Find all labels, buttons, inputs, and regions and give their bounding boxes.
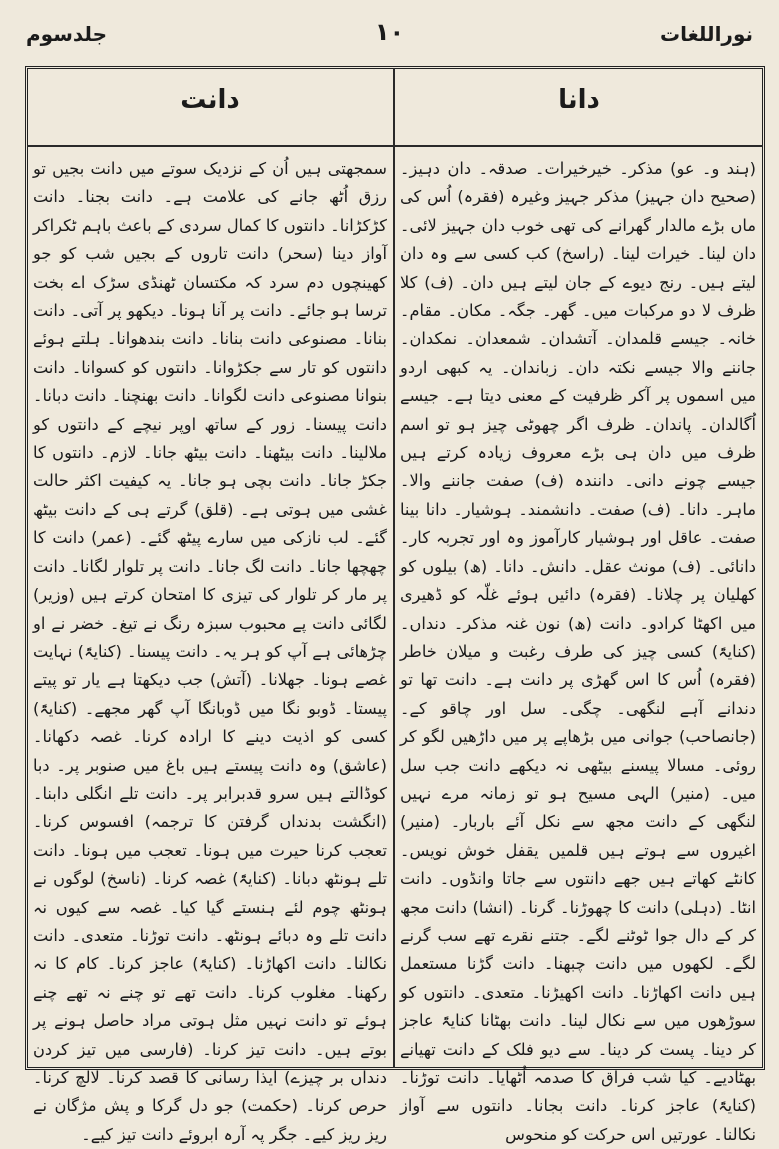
right-column-heading: دانا (558, 85, 600, 115)
left-column-heading: دانت (180, 85, 240, 115)
left-column-body: سمجھتی ہیں اُن کے نزدیک سوتے میں دانت بجیں تو رزق اُٹھ جانے کی علامت ہے۔ دانت بجنا۔ دانت کڑکڑانا۔ دانتوں کا کمال سردی کے باعث باہم ٹکراکر آواز دینا (سحر) دانت تاروں کے بجیں شب کو جو کھینچوں دم سرد کہ مکتسان ٹھنڈی سڑک اے بخت ترسا ہو جائے۔ دانت پر آنا ہونا۔ دیکھو پر آتی۔ دانت بنانا۔ مصنوعی دانت بنانا۔ دانت بندھوانا۔ ہلتے ہوئے دانتوں کو تار سے جکڑوانا۔ دانتوں کو کسوانا۔ دانت بنوانا مصنوعی دانت لگوانا۔ دانت بھنچنا۔ دانت دبانا۔ دانت پیسنا۔ زور کے ساتھ اوپر نیچے کے دانتوں کو ملالینا۔ دانت بیٹھنا۔ دانت بیٹھ جانا۔ لازم۔ دانتوں کا جکڑ جانا۔ دانت بچی ہو جانا۔ یہ کیفیت اکثر حالت غشی میں ہوتی ہے۔ (قلق) گرتے ہی کے دانت بیٹھ گئے۔ لب نازکی میں سارے پیٹھ گئے۔ (عمر) دانت کا چھچھا جانا۔ دانت لگ جانا۔ دانت پر تلوار لگانا۔ دانت پر مار کر تلوار کی تیزی کا امتحان کرتے ہیں (وزیر) لگائی دانت پے محبوب سبزہ رنگ نے تیغ۔ خضر نے او چڑھائی ہے آپ کو ہر یہ۔ دانت پیسنا۔ (کنایۃً) نہایت غصے ہونا۔ جھلانا۔ (آتش) جب دیکھتا ہے یار تو پیتے پیستا۔ ڈوبو نگا میں ڈوبانگا آپ گھر مجھے۔ (کنایۃً) کسی کو اذیت دینے کا ارادہ کرنا۔ غصہ دکھانا۔ (عاشق) وہ دانت پیستے ہیں باغ میں صنوبر پر۔ دبا کوڈالتے ہیں سرو قدبرابر پر۔ دانت تلے انگلی دابنا۔ (انگشت بدنداں گرفتن کا ترجمہ) افسوس کرنا۔ تعجب کرنا حیرت میں ہونا۔ تعجب میں ہونا۔ دانت تلے ہونٹھ دبانا۔ (کنایۃً) غصہ کرنا۔ (ناسخ) لوگوں نے ہونٹھ چوم لئے ہنستے گیا کیا۔ غصہ سے کیوں نہ دانت تلے وہ دبائے ہونٹھ۔ دانت توڑنا۔ متعدی۔ دانت نکالنا۔ دانت اکھاڑنا۔ (کنایۃً) عاجز کرنا۔ کام کا نہ رکھنا۔ مغلوب کرنا۔ دانت تھے تو چنے نہ تھے چنے ہوئے تو دانت نہیں مثل ہوتی مراد حاصل ہونے پر بوتے ہیں۔ دانت تیز کرنا۔ (فارسی میں تیز کردن دنداں بر چیزے) ایذا رسانی کا قصد کرنا۔ لالچ کرنا۔ حرص کرنا۔ (حکمت) جو دل گرکا و پش مژگان نے ریز ریز کیے۔ جگر پہ آرہ ابروئے دانت تیز کیے۔ (33, 159, 387, 1144)
column-divider (393, 68, 395, 1068)
right-column-text (400, 155, 756, 1144)
heading-divider (27, 145, 763, 147)
right-column-body: (ہند و۔ عو) مذکر۔ خیرخیرات۔ صدقہ۔ دان دہیز۔ (صحیح دان جہیز) مذکر جہیز وغیرہ (فقرہ) اُس کی ماں بڑے مالدار گھرانے کی تھی خوب دان جہیز لائی۔ دان لینا۔ خیرات لینا۔ (راسخ) کب کسی سے وہ دان لیتے ہیں۔ رنج دیوے کے جان لیتے ہیں دان۔ (ف) کلا ظرف لا دو مرکبات میں۔ گھر۔ جگہ۔ مکان۔ مقام۔ خانہ۔ جیسے قلمدان۔ آتشدان۔ شمعدان۔ نمکدان۔ جاننے والا جیسے نکتہ دان۔ زباندان۔ یہ کبھی اردو میں اسموں پر آکر ظرفیت کے معنی دیتا ہے۔ جیسے اُگالدان۔ پاندان۔ ظرف اگر چھوٹی چیز ہو تو اسم ظرف میں دان ہی بڑے معروف زیادہ کرتے ہیں جیسے چونے دانی۔ دانندہ (ف) صفت جاننے والا۔ ماہر۔ دانا۔ (ف) صفت۔ دانشمند۔ ہوشیار۔ دانا بینا صفت۔ عاقل اور ہوشیار کارآموز وہ اور تجربہ کار۔ دانائی۔ (ف) مونث عقل۔ دانش۔ دانا۔ (ھ) بیلوں کو کھلیان پر چلانا۔ (فقرہ) دائیں ہوئے غلّہ کو ڈھیری میں اکھٹا کرادو۔ دانت (ھ) نون غنہ مذکر۔ دنداں۔ (کنایۃً) کسی چیز کی طرف رغبت و میلان خاطر (فقرہ) اُس کا اس گھڑی پر دانت ہے۔ دانت تھا تو دندانے آہے لنگھی۔ چگی۔ سل اور چاقو کے۔ (جانصاحب) جوانی میں بڑھاپے پر میں داڑھیں لگو کر روئی۔ مسالا پیسنے بیٹھی نہ دیکھے دانت جب سل میں۔ (منیر) الہی مسیح ہو تو زمانہ مرے نہیں لنگھی کے دانت مجھ سے نکل آئے باربار۔ (منیر) اغیروں سے ہوتے ہیں قلمیں یقفل خوش نویس۔ کانٹے کھاتے ہیں جھے دانتوں سے جاتا وانڈوں۔ دانت انٹا۔ (دہلی) دانت کا چھوڑنا۔ گرنا۔ (انشا) دانت مجھ کر کے دال جوا ٹوٹنے لگے۔ جتنے نقرے تھے سب گرنے لگے۔ لکھوں میں دانت چبھنا۔ دانت گڑنا مستعمل ہیں دانت اکھاڑنا۔ دانت اکھیڑنا۔ متعدی۔ دانتوں کو سوڑھوں میں سے نکال لینا۔ دانت بھٹانا کنایۃً عاجز کر دینا۔ پست کر دینا۔ سے دیو فلک کے دانت تھیانے بھٹادیے۔ کیا شب فراق کا صدمہ اُٹھایا۔ دانت توڑنا۔ (کنایۃً) عاجز کرنا۔ دانت بجانا۔ دانتوں سے آواز نکالنا۔ عورتیں اس حرکت کو منحوس (400, 159, 756, 1144)
page-number: ۱۰ (374, 18, 405, 46)
volume-label: جلدسوم (26, 22, 107, 46)
left-column-text (33, 155, 387, 1144)
running-head (20, 14, 759, 54)
book-title: نوراللغات (660, 22, 753, 46)
